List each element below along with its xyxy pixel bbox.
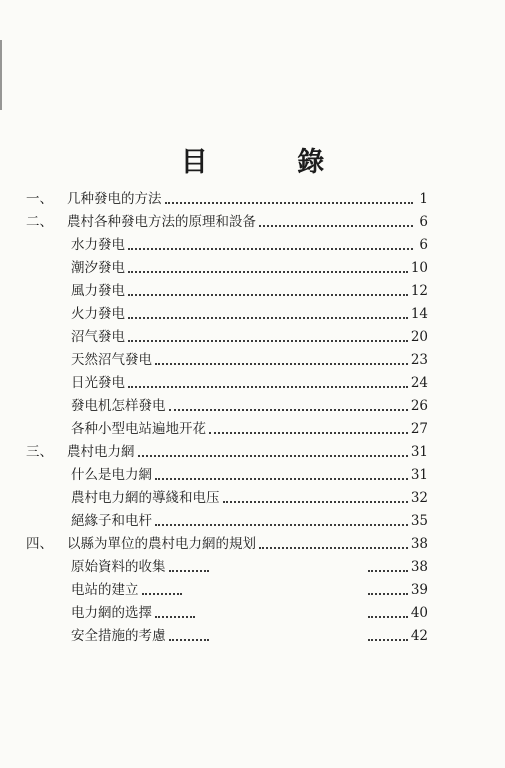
dot-leader — [368, 616, 408, 618]
toc-entry-label: 發电机怎样發电 — [71, 398, 166, 414]
dot-leader — [128, 248, 413, 250]
binding-edge-mark — [0, 40, 6, 110]
toc-entry-label: 几种發电的方法 — [67, 191, 162, 207]
dot-leader — [142, 593, 182, 595]
toc-entry-label: 以縣为單位的農村电力網的規划 — [67, 536, 256, 552]
toc-entry-label: 農村电力網的導綫和电压 — [71, 490, 220, 506]
toc-entry-label: 潮汐發电 — [71, 260, 125, 276]
toc-entry — [26, 625, 428, 648]
toc-entry-page-number: 26 — [410, 398, 428, 414]
toc-entry-page-number: 1 — [419, 191, 428, 207]
toc-entry-page-number: 10 — [410, 260, 428, 276]
toc-entry-page-number: 39 — [410, 582, 428, 598]
dot-leader — [259, 225, 413, 227]
toc-entry-number: 二、 — [26, 214, 53, 230]
toc-entry — [26, 487, 428, 510]
toc-entry-page-number: 40 — [410, 605, 428, 621]
toc-entry — [26, 211, 428, 234]
toc-entry-page-number: 14 — [410, 306, 428, 322]
toc-entry-page-number: 12 — [410, 283, 428, 299]
toc-entry-page-number: 32 — [410, 490, 428, 506]
toc-entry — [26, 395, 428, 418]
dot-leader — [368, 639, 408, 641]
toc-entry — [26, 303, 428, 326]
toc-entry — [26, 372, 428, 395]
table-of-contents — [26, 188, 428, 648]
dot-leader — [128, 340, 408, 342]
toc-entry-label: 火力發电 — [71, 306, 125, 322]
toc-entry-label: 絕緣子和电杆 — [71, 513, 152, 529]
toc-entry-page-number: 23 — [410, 352, 428, 368]
toc-entry-page-number: 6 — [419, 214, 428, 230]
toc-entry — [26, 464, 428, 487]
dot-leader — [368, 593, 408, 595]
toc-entry-page-number: 27 — [410, 421, 428, 437]
toc-entry — [26, 602, 428, 625]
toc-entry — [26, 349, 428, 372]
toc-entry-label: 原始資料的收集 — [71, 559, 166, 575]
dot-leader — [209, 432, 408, 434]
toc-entry-page-number: 42 — [410, 628, 428, 644]
toc-entry-page-number: 31 — [410, 444, 428, 460]
toc-entry — [26, 418, 428, 441]
toc-entry — [26, 533, 428, 556]
dot-leader — [128, 271, 408, 273]
toc-entry-page-number: 6 — [419, 237, 428, 253]
toc-entry-label: 电力網的选擇 — [71, 605, 152, 621]
dot-leader — [128, 386, 408, 388]
toc-entry-label: 什么是电力網 — [71, 467, 152, 483]
dot-leader — [155, 363, 408, 365]
toc-entry-label: 电站的建立 — [71, 582, 139, 598]
dot-leader — [169, 409, 408, 411]
toc-entry-label: 農村各种發电方法的原理和設备 — [67, 214, 256, 230]
dot-leader — [128, 317, 408, 319]
dot-leader — [223, 501, 408, 503]
toc-entry-page-number: 31 — [410, 467, 428, 483]
toc-entry-number: 一、 — [26, 191, 53, 207]
toc-entry — [26, 510, 428, 533]
toc-entry — [26, 188, 428, 211]
dot-leader — [138, 455, 408, 457]
toc-entry-label: 安全措施的考慮 — [71, 628, 166, 644]
toc-entry — [26, 579, 428, 602]
toc-entry-number: 三、 — [26, 444, 53, 460]
toc-entry-page-number: 38 — [410, 559, 428, 575]
dot-leader — [169, 639, 209, 641]
dot-leader — [169, 570, 209, 572]
dot-leader — [368, 570, 408, 572]
toc-entry-page-number: 20 — [410, 329, 428, 345]
dot-leader — [165, 202, 414, 204]
toc-entry — [26, 441, 428, 464]
toc-entry — [26, 556, 428, 579]
toc-entry-page-number: 24 — [410, 375, 428, 391]
toc-entry-label: 天然沼气發电 — [71, 352, 152, 368]
dot-leader — [259, 547, 408, 549]
toc-entry-page-number: 38 — [410, 536, 428, 552]
toc-entry-label: 日光發电 — [71, 375, 125, 391]
toc-entry-label: 水力發电 — [71, 237, 125, 253]
toc-entry-label: 沼气發电 — [71, 329, 125, 345]
toc-entry-number: 四、 — [26, 536, 53, 552]
page-title: 目 錄 — [180, 147, 365, 178]
toc-entry — [26, 234, 428, 257]
dot-leader — [155, 524, 408, 526]
toc-entry-label: 各种小型电站遍地开花 — [71, 421, 206, 437]
toc-entry-label: 農村电力網 — [67, 444, 135, 460]
dot-leader — [128, 294, 408, 296]
dot-leader — [155, 616, 195, 618]
toc-entry-page-number: 35 — [410, 513, 428, 529]
dot-leader — [155, 478, 408, 480]
toc-entry — [26, 280, 428, 303]
toc-entry — [26, 326, 428, 349]
toc-entry — [26, 257, 428, 280]
toc-entry-label: 風力發电 — [71, 283, 125, 299]
